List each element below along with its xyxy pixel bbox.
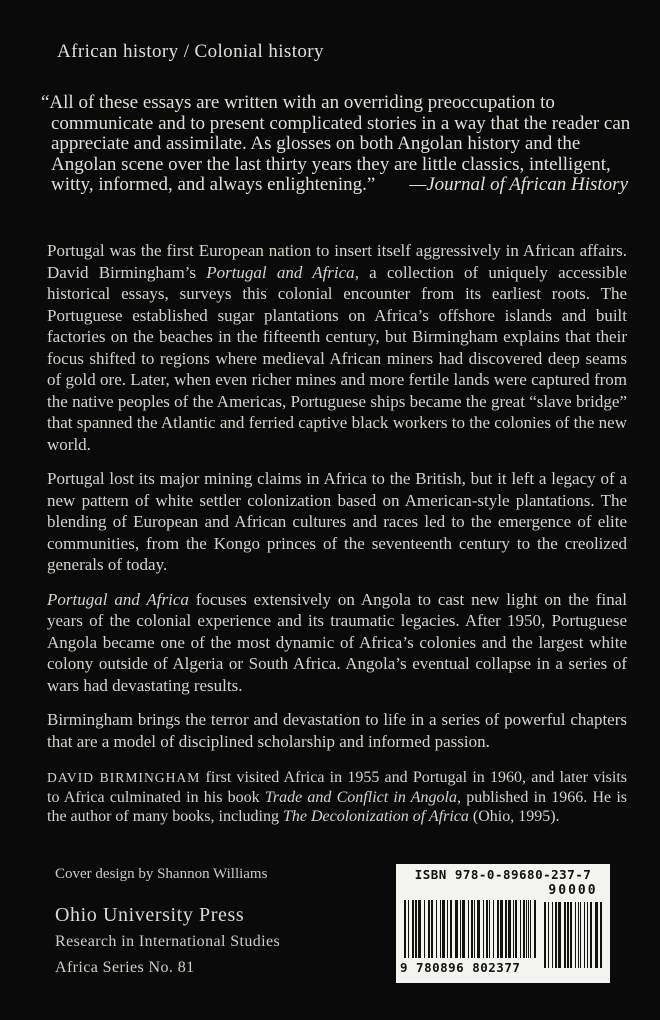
blurb-paragraph-3: Portugal and Africa focuses extensively on Angola to cast new light on the final years of the colonial experience and its traumatic legacies. After 1950, Portuguese Angola became one of the most dynamic of Africa’s colonies and the largest white colony outside of Algeria or South Africa. Angola’s eventual collapse in a series of wars had devastating results.: [47, 589, 627, 695]
publisher-series-line1: Research in International Studies: [55, 933, 281, 950]
barcode-main-bars-icon: [404, 900, 536, 958]
publisher-name: Ohio University Press: [55, 904, 245, 926]
isbn-label: ISBN 978-0-89680-237-7: [414, 867, 592, 882]
blurb-paragraph-4: Birmingham brings the terror and devastation to life in a series of powerful chapters that are a model of disciplined scholarship and informed passion.: [47, 710, 627, 751]
isbn-barcode: [396, 864, 610, 983]
barcode-digits: 9 780896 802377: [400, 960, 521, 975]
blurb-section: [47, 240, 627, 840]
category-header: African history / Colonial history: [57, 41, 324, 62]
cover-design-credit: Cover design by Shannon Williams: [55, 866, 268, 882]
barcode-supplement-number: 90000: [548, 883, 598, 898]
review-quote: “All of these essays are written with an overriding preoccupation to communicate and to present complicated stories in a way that the reader can appreciate and assimilate. As glosses on both Angolan history and the Angolan scene over the last thirty years they are little classics, intelligent, witty, informed, and always enlightening.” —Journal of African History: [41, 92, 631, 196]
publisher-series-line2: Africa Series No. 81: [55, 959, 195, 976]
blurb-paragraph-2: Portugal lost its major mining claims in Africa to the British, but it left a legacy of a new pattern of white settler colonization based on American-style plantations. The blending of European and African cultures and races led to the emergence of elite communities, from the Kongo princes of the seventeenth century to the creolized generals of today.: [47, 469, 627, 574]
blurb-paragraph-1: Portugal was the first European nation to insert itself aggressively in African affairs. David Birmingham’s Portugal and Africa, a collection of uniquely accessible historical essays, surveys this colonial encounter from its earliest roots. The Portuguese established sugar plantations on Africa’s offshore islands and built factories on the beaches in the fifteenth century, but Birmingham explains that their focus shifted to regions where medieval African miners had discovered deep seams of gold ore. Later, when even richer mines and more fertile lands were captured from the native peoples of the Americas, Portuguese ships became the great “slave bridge” that spanned the Atlantic and ferried captive black workers to the colonies of the new world.: [47, 241, 627, 454]
barcode-supplement-bars-icon: [544, 902, 602, 968]
publisher-block: [55, 866, 385, 979]
author-bio: DAVID BIRMINGHAM first visited Africa in 1955 and Portugal in 1960, and later visits to Africa culminated in his book Trade and Conflict in Angola, published in 1966. He is the author of many books, including The Decolonization of Africa (Ohio, 1995).: [47, 769, 628, 825]
